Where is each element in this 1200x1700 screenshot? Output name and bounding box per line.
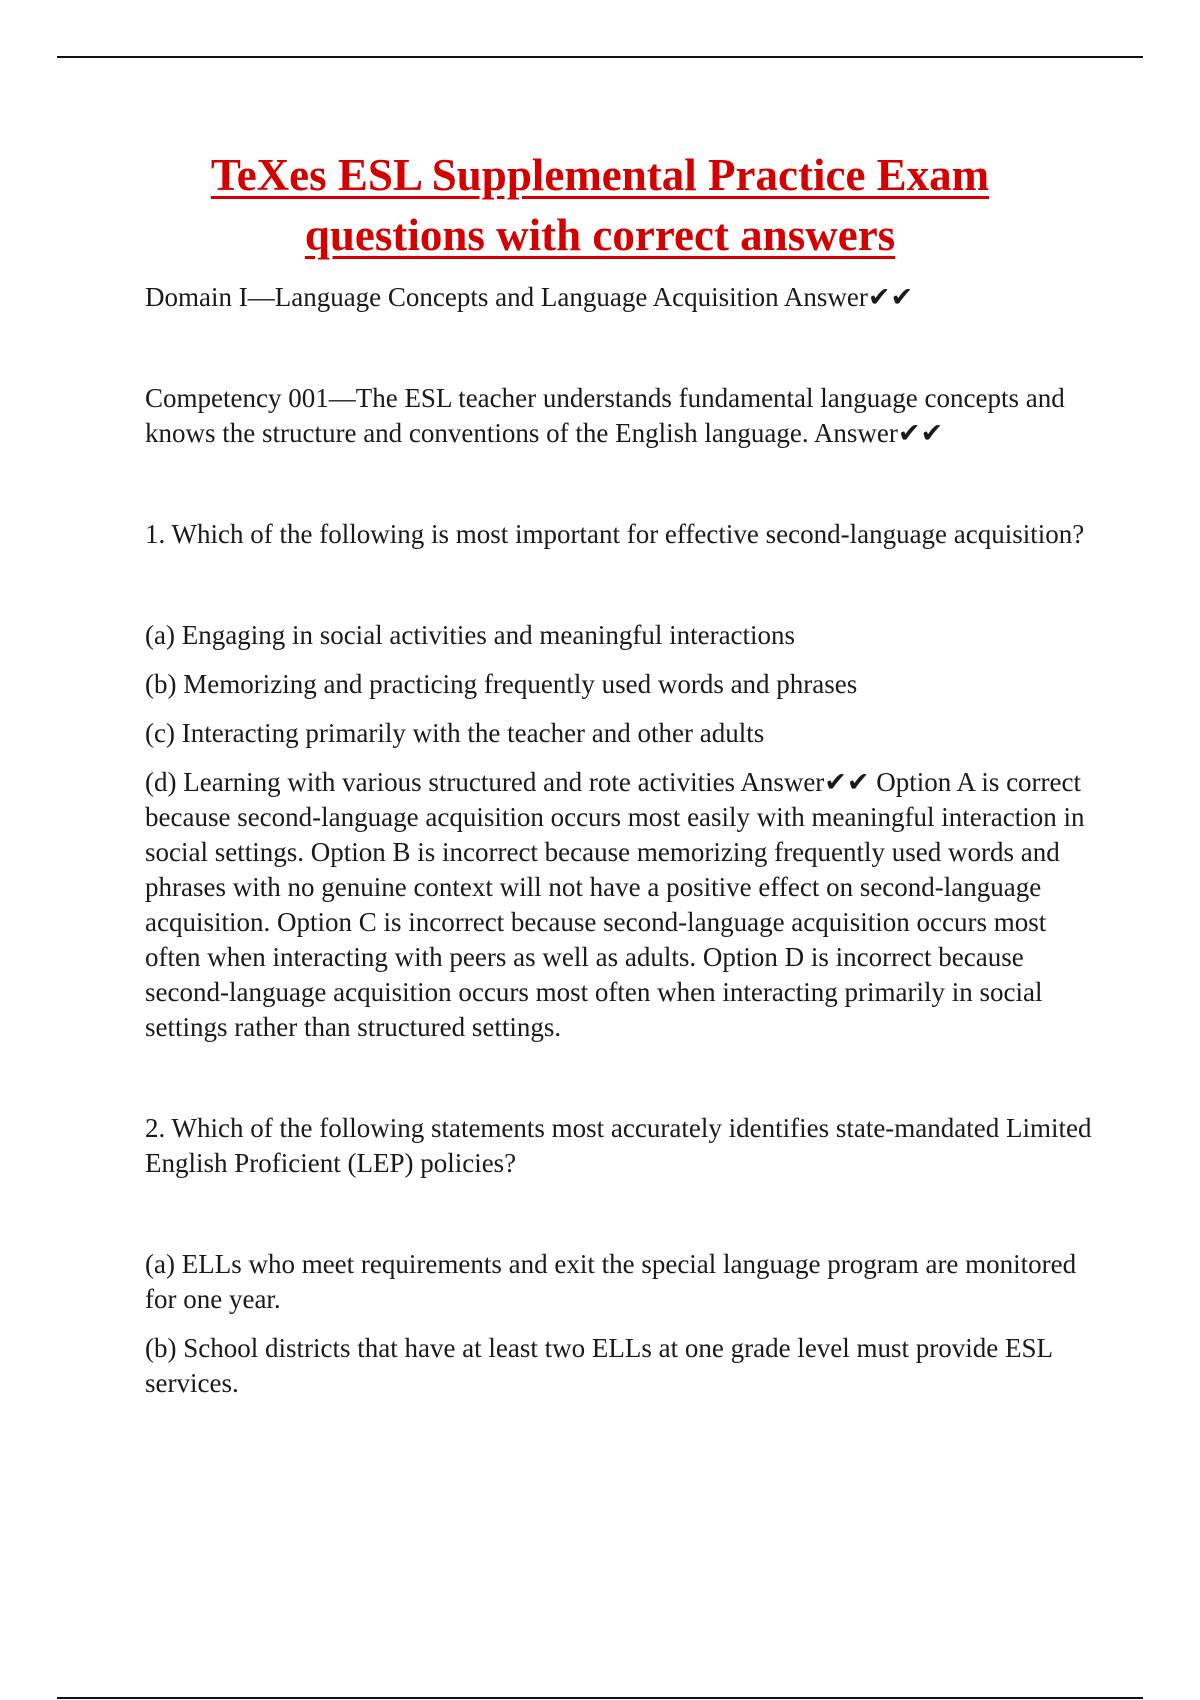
question-1-option-d-answer: (d) Learning with various structured and rote activities Answer✔✔ Option A is correct because second-language acquisition occurs most easily with meaningful interaction in social settings. Option B is incorrect because memorizing frequently used words and phrases with no genuine context will not have a positive effect on second-language acquisition. Option C is incorrect because second-language acquisition occurs most often when interacting with peers as well as adults. Option D is incorrect because second-language acquisition occurs most often when interacting primarily in social settings rather than structured settings. [145, 767, 1085, 1042]
question-2: 2. Which of the following statements most accurately identifies state-mandated Limited English Proficient (LEP) policies? [145, 1113, 1092, 1178]
title-line-1: TeXes ESL Supplemental Practice Exam [210, 150, 990, 200]
title-line-2: questions with correct answers [304, 210, 896, 260]
question-2-option-a: (a) ELLs who meet requirements and exit the special language program are monitored for one year. [145, 1249, 1077, 1314]
competency-statement: Competency 001—The ESL teacher understands fundamental language concepts and knows the structure and conventions of the English language. Answer✔✔ [145, 383, 1065, 448]
question-1-option-b: (b) Memorizing and practicing frequently used words and phrases [145, 669, 858, 699]
domain-heading: Domain I—Language Concepts and Language Acquisition Answer✔✔ [145, 282, 914, 312]
question-2-option-b: (b) School districts that have at least two ELLs at one grade level must provide ESL services. [145, 1333, 1053, 1398]
document-title [100, 145, 1100, 265]
question-1-option-c: (c) Interacting primarily with the teacher and other adults [145, 718, 765, 748]
footer-rule [57, 1697, 1143, 1699]
question-1: 1. Which of the following is most important for effective second-language acquisition? [145, 519, 1085, 549]
document-body [145, 280, 1095, 1401]
question-1-option-a: (a) Engaging in social activities and meaningful interactions [145, 620, 796, 650]
header-rule [57, 56, 1143, 58]
